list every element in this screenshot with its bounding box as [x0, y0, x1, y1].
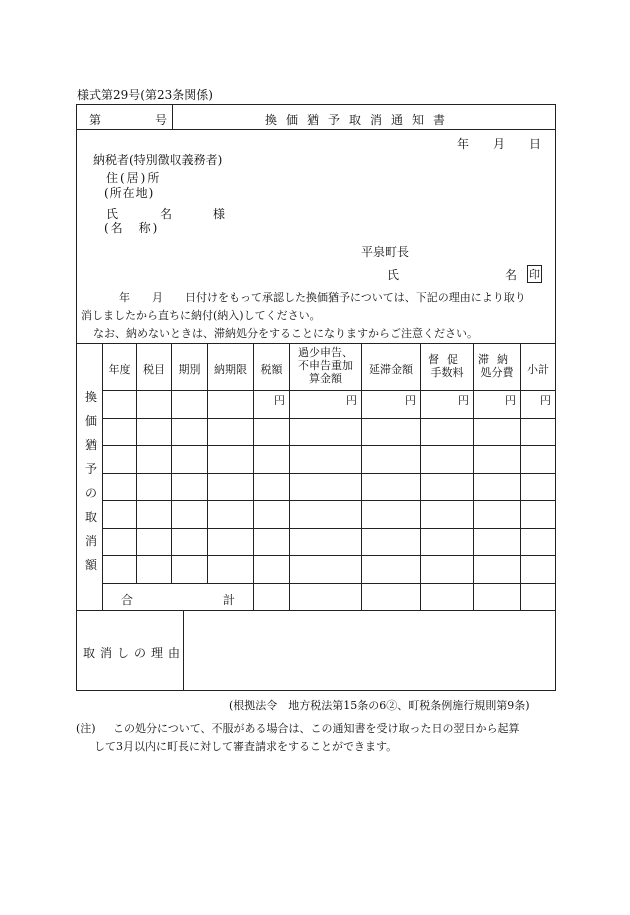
taxpayer-heading: 納税者(特別徴収義務者) [93, 153, 223, 167]
issuer-title: 平泉町長 [361, 245, 410, 259]
col-divider [207, 343, 208, 583]
date-year: 年 [457, 137, 470, 151]
row-rule [102, 473, 555, 474]
body-line-1: 年 月 日付けをもって承認した換価猶予については、下記の理由により取り [119, 291, 526, 304]
date-day: 日 [529, 137, 542, 151]
col-divider [361, 343, 362, 610]
col-header-period: 期別 [178, 363, 201, 376]
col-divider [136, 343, 137, 583]
header-divider [172, 105, 173, 129]
total-label-left: 合 [121, 593, 134, 607]
legal-basis: (根拠法令 地方税法第15条の6②、町税条例施行規則第9条) [229, 699, 530, 712]
col-header-delinquency: 延滞金額 [369, 363, 413, 376]
col-header-year: 年度 [108, 363, 131, 376]
name-alt-label: (名 称) [104, 221, 160, 235]
issuer-surname-label: 氏 [387, 268, 400, 282]
unit-yen: 円 [274, 394, 285, 407]
col-header-due-date: 納期限 [214, 363, 247, 376]
note-line-1: この処分について、不服がある場合は、この通知書を受け取った日の翌日から起算 [113, 722, 520, 735]
col-header-tax-item: 税目 [143, 363, 165, 376]
header-bottom-rule [77, 129, 555, 130]
honorific: 様 [213, 207, 226, 221]
unit-yen: 円 [346, 394, 357, 407]
col-divider [473, 343, 474, 610]
col-divider [420, 343, 421, 610]
row-rule [102, 445, 555, 446]
unit-yen: 円 [540, 394, 551, 407]
table-bottom-rule [77, 610, 555, 611]
body-line-3: なお、納めないときは、滞納処分をすることになりますからご注意ください。 [93, 327, 478, 340]
table-side-divider [102, 343, 103, 610]
unit-yen: 円 [458, 394, 469, 407]
side-label-vertical: 換価猶予の取消額 [84, 390, 97, 572]
unit-yen: 円 [505, 394, 516, 407]
col-header-disposal: 滞納 処分費 [478, 353, 516, 379]
col-header-fee: 督促 手数料 [428, 353, 466, 379]
col-divider [520, 343, 521, 610]
official-seal: 印 [527, 265, 542, 283]
row-rule [102, 500, 555, 501]
row-rule [102, 418, 555, 419]
address-label: 住(居)所 [106, 171, 162, 185]
body-line-2: 消しましたから直ちに納付(納入)してください。 [81, 309, 321, 322]
date-month: 月 [493, 137, 506, 151]
row-rule [102, 555, 555, 556]
name-label: 氏 名 [106, 207, 179, 221]
note-marker: (注) [76, 722, 96, 735]
notice-form [76, 104, 556, 691]
address-alt-label: (所在地) [104, 186, 155, 200]
table-top-rule [77, 343, 555, 344]
row-rule [102, 390, 555, 391]
issuer-given-label: 名 [505, 268, 518, 282]
unit-yen: 円 [405, 394, 416, 407]
col-header-tax-amount: 税額 [260, 363, 283, 376]
col-divider [171, 343, 172, 583]
document-title: 換価猶予取消通知書 [265, 113, 455, 127]
col-header-subtotal: 小計 [527, 363, 549, 376]
total-label-right: 計 [223, 593, 236, 607]
col-divider [253, 343, 254, 610]
number-prefix: 第 [89, 113, 102, 127]
col-header-penalty: 過少申告、 不申告重加 算金額 [298, 346, 353, 385]
note-line-2: して3月以内に町長に対して審査請求をすることができます。 [94, 740, 398, 753]
reason-label: 取消しの理由 [83, 646, 186, 660]
form-number-label: 様式第29号(第23条関係) [77, 88, 213, 102]
row-rule [102, 583, 555, 584]
row-rule [102, 528, 555, 529]
number-suffix: 号 [155, 113, 168, 127]
